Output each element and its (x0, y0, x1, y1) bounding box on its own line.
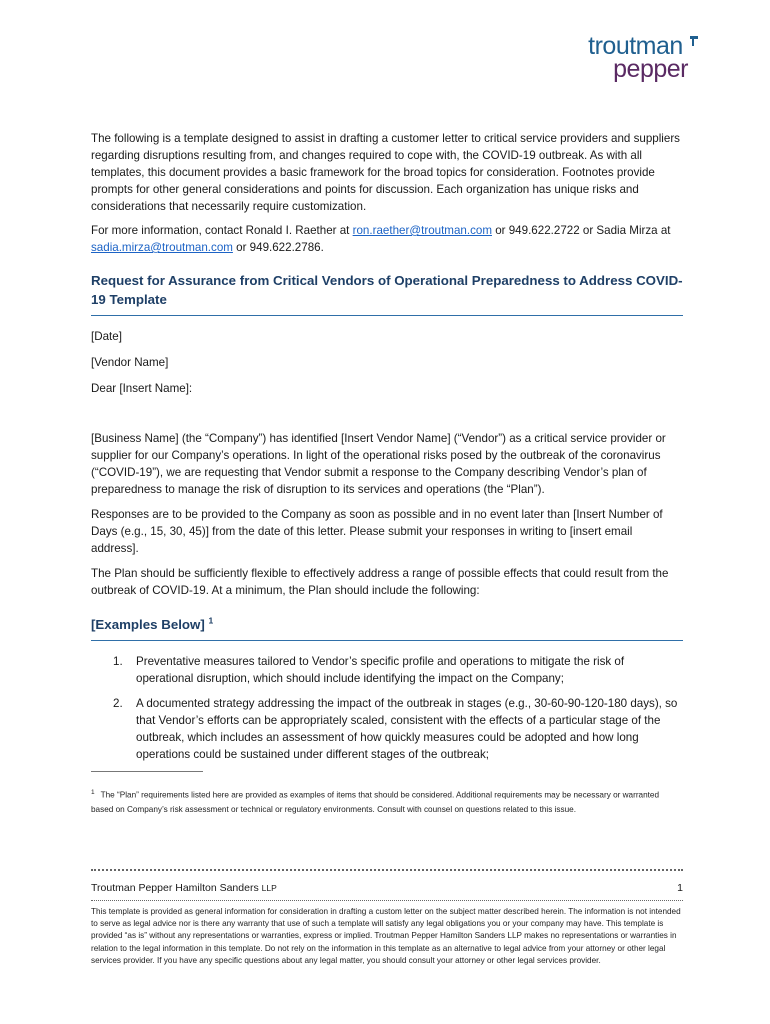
salutation: Dear [Insert Name]: (91, 382, 193, 395)
logo-line-2: pepper (613, 55, 688, 83)
letter-header (91, 328, 683, 397)
list-item: 1. Preventative measures tailored to Vendor’s specific profile and operations to mitigate the risk of operational disruption, which should include identifying the impact on the Company; (113, 655, 625, 685)
letter-paragraph-2: Responses are to be provided to the Company as soon as possible and in no event later than [Insert Number of Days (e.g., 15, 30, 45)] from the date of this letter. Please submit your responses in writing to [insert email address]. (91, 508, 663, 555)
contact-paragraph: For more information, contact Ronald I. Raether at ron.raether@troutman.com or 949.622.2722 or Sadia Mirza at sadia.mirza@troutman.com or 949.622.2786. (91, 224, 671, 254)
logo-line-1: troutman (588, 32, 683, 60)
date-placeholder: [Date] (91, 330, 122, 343)
vendor-name-placeholder: [Vendor Name] (91, 356, 169, 369)
list-item: 2. A documented strategy addressing the impact of the outbreak in stages (e.g., 30-60-90-120-180 days), so that Vendor’s efforts can be appropriately scaled, consistent with the effects of a particular stage of the outbreak, which includes an assessment of how quickly measures could be adopted and how long operations could be sustained under different stages of the outbreak; (113, 697, 678, 761)
letter-paragraph-1: [Business Name] (the “Company”) has identified [Insert Vendor Name] (“Vendor”) as a critical service provider or supplier for our Company’s operations. In light of the operational risks posed by the outbreak of the coronavirus (“COVID-19”), we are requesting that Vendor submit a response to the Company describing Vendor’s plan of preparedness to manage the risk of disruption to its services and operations (the “Plan”). (91, 432, 666, 496)
footnote: $^1$ The “Plan” requirements listed here are provided as examples of items that should be considered. Additional requirements may be necessary or warranted based on Company’s risk assessment or technical or regulatory environments. Consult with counsel on questions related to this issue. (91, 789, 660, 814)
requirements-list (91, 653, 683, 763)
page-number: 1 (677, 882, 683, 894)
letter-paragraph-3: The Plan should be sufficiently flexible to effectively address a range of possible effects that could result from the outbreak of COVID-19. At a minimum, the Plan should include the following: (91, 567, 669, 597)
document-body (91, 130, 683, 817)
footnote-divider (91, 771, 203, 772)
email-link-mirza[interactable]: sadia.mirza@troutman.com (91, 241, 233, 254)
footer-divider (91, 869, 683, 871)
examples-heading: [Examples Below] $^1$ (91, 615, 683, 641)
footer (91, 881, 683, 895)
footer-firm-name: Troutman Pepper Hamilton Sanders LLP (91, 882, 277, 894)
logo-mark-icon (690, 36, 698, 46)
legal-disclaimer: This template is provided as general information for consideration in drafting a custom letter on the subject matter described herein. The information is not intended to serve as legal advice nor is there any warranty that use of such a template will satisfy any legal obligations you or your company may have. This template is provided “as is” without any representations or warranties, express or implied. Troutman Pepper Hamilton Sanders LLP makes no representations or warranties in relation to the legal information in this template. Do not rely on the information in this template as an alternative to legal advice from your attorney or other legal services provider. If you have any specific questions about any legal matter, you should consult your attorney or other legal services provider. (91, 907, 681, 965)
footer-divider-2 (91, 900, 683, 901)
intro-paragraph: The following is a template designed to assist in drafting a customer letter to critical service providers and suppliers regarding disruptions resulting from, and changes required to cope with, the COVID-19 outbreak. As with all templates, this document provides a basic framework for the broad topics for consideration. Footnotes provide prompts for other general considerations and points for discussion. Each organization has unique risks and considerations that necessarily require customization. (91, 132, 680, 213)
troutman-pepper-logo (588, 34, 688, 82)
document-title: Request for Assurance from Critical Vendors of Operational Preparedness to Address COVID-19 Template (91, 271, 683, 316)
footnote-ref: 1 (208, 615, 214, 626)
email-link-raether[interactable]: ron.raether@troutman.com (352, 224, 492, 237)
